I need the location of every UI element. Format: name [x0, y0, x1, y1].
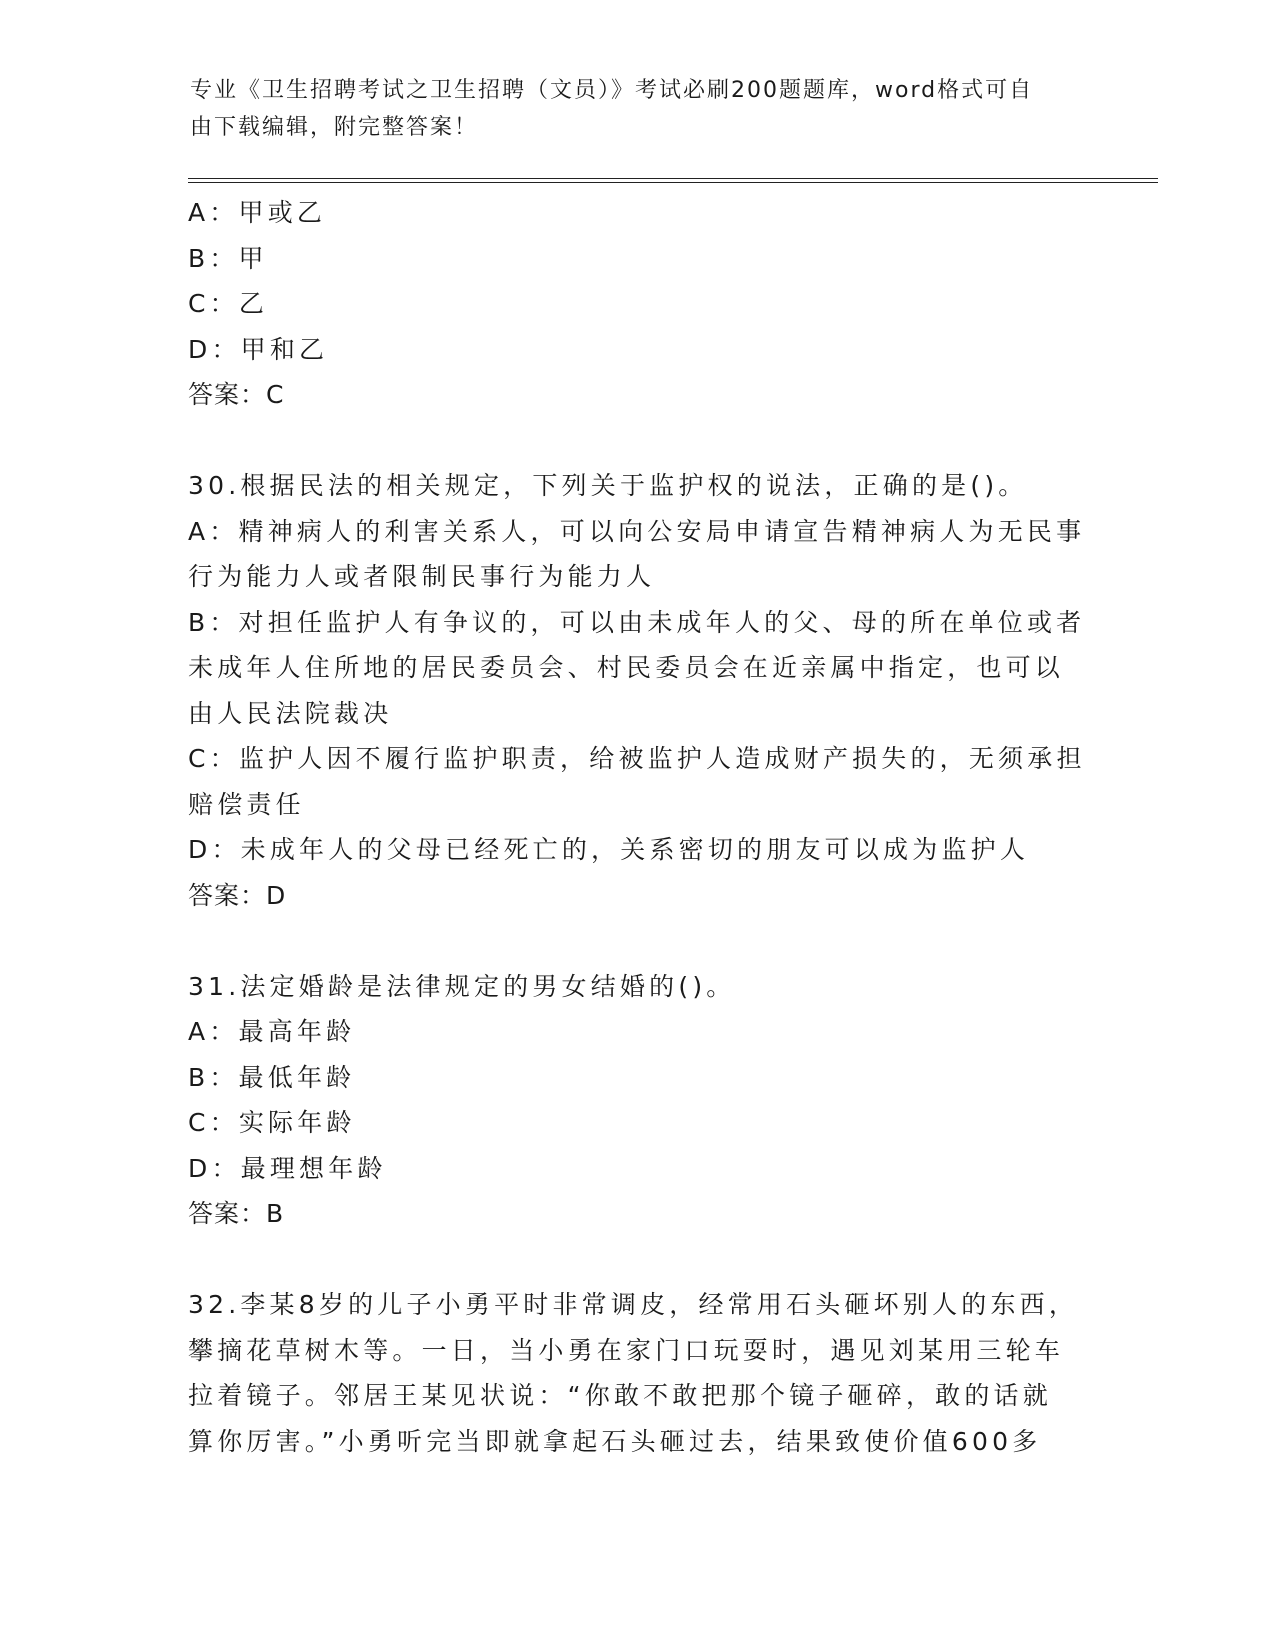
question-31 — [188, 964, 1088, 1237]
question-stem-continued: 拉着镜子。邻居王某见状说：“你敢不敢把那个镜子砸碎，敢的话就 — [188, 1381, 1052, 1410]
option-b-continued: 未成年人住所地的居民委员会、村民委员会在近亲属中指定，也可以 — [188, 653, 1065, 682]
header-divider — [188, 178, 1158, 179]
option-c: C：实际年龄 — [188, 1108, 356, 1137]
header-divider — [188, 182, 1158, 183]
option-b-continued: 由人民法院裁决 — [188, 698, 393, 728]
option-d: D：甲和乙 — [188, 334, 329, 364]
document-header — [190, 72, 1070, 146]
option-c-continued: 赔偿责任 — [188, 789, 305, 819]
question-stem: 31.法定婚龄是法律规定的男女结婚的()。 — [188, 971, 736, 1001]
option-b: B：甲 — [188, 243, 268, 273]
option-d: D：最理想年龄 — [188, 1153, 387, 1183]
option-a: A：最高年龄 — [188, 1017, 356, 1046]
option-a: A：甲或乙 — [188, 198, 327, 227]
question-stem-continued: 算你厉害。”小勇听完当即就拿起石头砸过去，结果致使价值600多 — [188, 1426, 1042, 1456]
question-stem: 32.李某8岁的儿子小勇平时非常调皮，经常用石头砸坏别人的东西， — [188, 1290, 1079, 1319]
question-29 — [188, 190, 1088, 418]
header-line: 由下载编辑，附完整答案！ — [190, 115, 479, 140]
question-stem-continued: 攀摘花草树木等。一日，当小勇在家门口玩耍时，遇见刘某用三轮车 — [188, 1335, 1065, 1365]
option-c: C：乙 — [188, 289, 269, 318]
question-stem: 30.根据民法的相关规定，下列关于监护权的说法，正确的是()。 — [188, 471, 1028, 500]
option-b: B：最低年龄 — [188, 1062, 356, 1092]
answer-text: 答案：C — [188, 380, 285, 409]
question-30 — [188, 463, 1088, 918]
document-body — [188, 190, 1088, 1464]
answer-text: 答案：B — [188, 1199, 285, 1228]
option-a: A：精神病人的利害关系人，可以向公安局申请宣告精神病人为无民事 — [188, 516, 1086, 546]
question-32 — [188, 1282, 1088, 1464]
question-spacer — [188, 1237, 1088, 1283]
option-c: C：监护人因不履行监护职责，给被监护人造成财产损失的，无须承担 — [188, 744, 1086, 773]
question-spacer — [188, 418, 1088, 464]
answer-text: 答案：D — [188, 880, 287, 910]
question-spacer — [188, 918, 1088, 964]
option-b: B：对担任监护人有争议的，可以由未成年人的父、母的所在单位或者 — [188, 607, 1086, 637]
header-line: 专业《卫生招聘考试之卫生招聘（文员）》考试必刷200题题库，word格式可自 — [190, 78, 1034, 103]
option-a-continued: 行为能力人或者限制民事行为能力人 — [188, 562, 656, 591]
option-d: D：未成年人的父母已经死亡的，关系密切的朋友可以成为监护人 — [188, 835, 1030, 864]
